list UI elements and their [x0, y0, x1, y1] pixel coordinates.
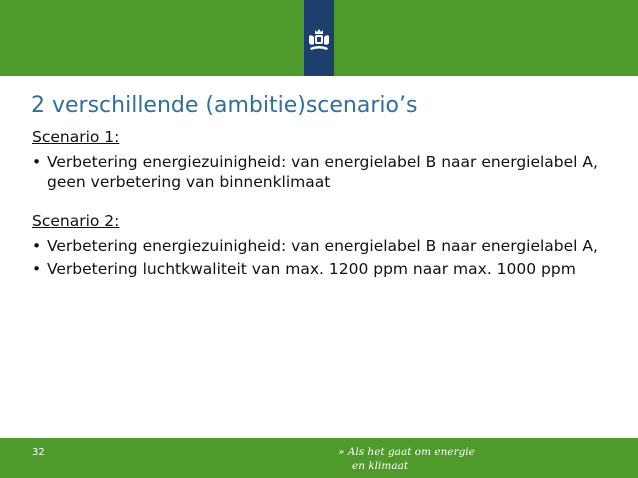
spacer: [32, 192, 612, 211]
coat-of-arms-icon: [306, 28, 332, 52]
bullet-icon: •: [32, 153, 42, 171]
bullet-text: Verbetering luchtkwaliteit van max. 1200 ppm naar max. 1000 ppm: [47, 260, 576, 278]
page-number: 32: [32, 447, 45, 458]
government-logo: [304, 0, 334, 76]
list-item: [32, 152, 612, 192]
scenario-2-heading: Scenario 2:: [32, 212, 120, 230]
footer-bar: [0, 438, 638, 478]
scenario-1-heading: Scenario 1:: [32, 128, 120, 146]
bullet-icon: •: [32, 237, 42, 255]
list-item: [32, 236, 612, 256]
tagline-line-2: en klimaat: [352, 460, 409, 472]
tagline-line-1: » Als het gaat om energie: [338, 446, 475, 458]
list-item: [32, 259, 612, 279]
slide-title: 2 verschillende (ambitie)scenario’s: [31, 93, 418, 118]
slide-body: [32, 127, 612, 279]
bullet-text: Verbetering energiezuinigheid: van energielabel B naar energielabel A, geen verbetering van binnenklimaat: [47, 153, 598, 191]
header-bar: [0, 0, 638, 76]
scenario-1-bullets: [32, 152, 612, 192]
scenario-2-bullets: [32, 236, 612, 279]
footer-tagline: [338, 445, 488, 473]
bullet-text: Verbetering energiezuinigheid: van energielabel B naar energielabel A,: [47, 237, 598, 255]
bullet-icon: •: [32, 260, 42, 278]
